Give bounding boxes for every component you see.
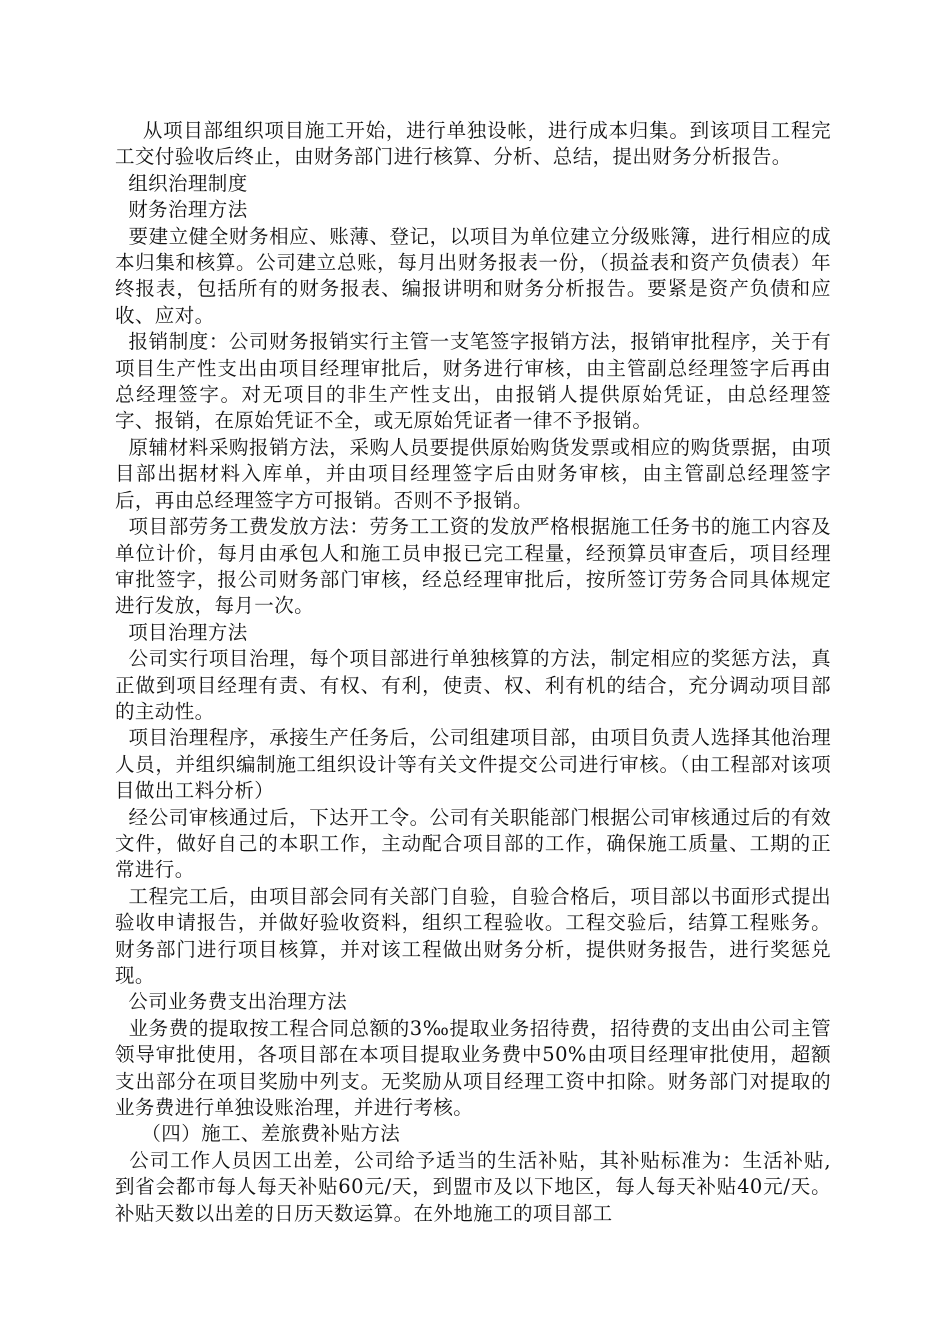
heading-project-management: 项目治理方法	[115, 620, 248, 644]
paragraph-approval: 经公司审核通过后，下达开工令。公司有关职能部门根据公司审核通过后的有效文件，做好自己的本职工作，主动配合项目部的工作，确保施工质量、工期的正常进行。	[115, 805, 831, 882]
heading-business-expenses: 公司业务费支出治理方法	[115, 990, 348, 1014]
paragraph-accounts: 要建立健全财务相应、账薄、登记，以项目为单位建立分级账簿，进行相应的成本归集和核算。公司建立总账，每月出财务报表一份，（损益表和资产负债表）年终报表，包括所有的财务报表、编报讲明和财务分析报告。要紧是资产负债和应收、应对。	[115, 224, 831, 327]
paragraph-labor-wages: 项目部劳务工费发放方法：劳务工工资的发放严格根据施工任务书的施工内容及单位计价，每月由承包人和施工员申报已完工程量，经预算员审查后，项目经理审批签字，报公司财务部门审核，经总经理审批后，按所签订劳务合同具体规定进行发放，每月一次。	[115, 515, 831, 618]
paragraph-business-expenses: 业务费的提取按工程合同总额的3‰提取业务招待费，招待费的支出由公司主管领导审批使用，各项目部在本项目提取业务费中50%由项目经理审批使用，超额支出部分在项目奖励中列支。无奖励从项目经理工资中扣除。财务部门对提取的业务费进行单独设账治理，并进行考核。	[115, 1016, 831, 1120]
document-body	[115, 118, 831, 1227]
paragraph-completion: 工程完工后，由项目部会同有关部门自验，自验合格后，项目部以书面形式提出验收申请报告，并做好验收资料，组织工程验收。工程交验后，结算工程账务。财务部门进行项目核算，并对该工程做出财务分析，提供财务报告，进行奖惩兑现。	[115, 884, 831, 987]
paragraph-materials-reimbursement: 原辅材料采购报销方法，采购人员要提供原始购货发票或相应的购货票据，由项目部出据材料入库单，并由项目经理签字后由财务审核，由主管副总经理签字后，再由总经理签字方可报销。否则不予报销。	[115, 435, 831, 512]
heading-travel-subsidy: （四）施工、差旅费补贴方法	[115, 1122, 401, 1146]
paragraph-reimbursement-system: 报销制度：公司财务报销实行主管一支笔签字报销方法，报销审批程序，关于有项目生产性支出由项目经理审批后，财务进行审核，由主管副总经理签字后再由总经理签字。对无项目的非生产性支出，由报销人提供原始凭证，由总经理签字、报销，在原始凭证不全，或无原始凭证者一律不予报销。	[115, 330, 831, 433]
heading-financial-management: 财务治理方法	[115, 198, 248, 222]
paragraph-project-management: 公司实行项目治理，每个项目部进行单独核算的方法，制定相应的奖惩方法，真正做到项目经理有责、有权、有利，使责、权、利有机的结合，充分调动项目部的主动性。	[115, 647, 831, 723]
paragraph-project-procedure: 项目治理程序，承接生产任务后，公司组建项目部，由项目负责人选择其他治理人员，并组织编制施工组织设计等有关文件提交公司进行审核。（由工程部对该项目做出工料分析）	[115, 726, 831, 803]
heading-organization-management: 组织治理制度	[115, 171, 248, 195]
paragraph-travel-subsidy: 公司工作人员因工出差，公司给予适当的生活补贴，其补贴标准为：生活补贴,到省会都市每人每天补贴60元/天，到盟市及以下地区，每人每天补贴40元/天。补贴天数以出差的日历天数运算。在外地施工的项目部工	[115, 1148, 832, 1225]
paragraph-1: 从项目部组织项目施工开始，进行单独设帐，进行成本归集。到该项目工程完工交付验收后终止，由财务部门进行核算、分析、总结，提出财务分析报告。	[115, 119, 831, 169]
